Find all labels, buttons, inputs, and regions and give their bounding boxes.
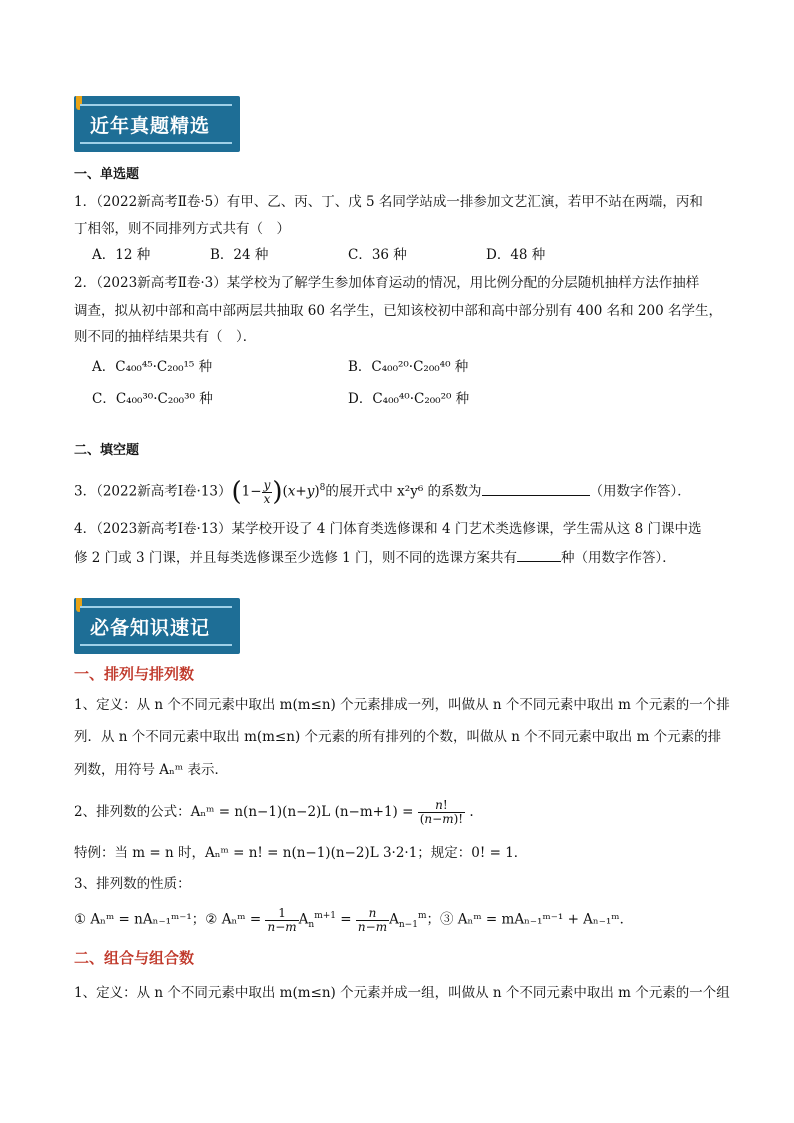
perm-def-line1: 1、定义：从 n 个不同元素中取出 m(m≤n) 个元素排成一列，叫做从 n 个不同元素中取出 m 个元素的一个排 [74, 697, 730, 713]
perm-def-line3: 列数，用符号 Aₙᵐ 表示． [74, 762, 228, 778]
q1-option-d: D．48 种 [486, 247, 546, 263]
banner-knowledge [74, 598, 240, 654]
q2-option-b: B．C₄₀₀²⁰·C₂₀₀⁴⁰ 种 [348, 359, 469, 375]
formula-fraction: $\frac{n!}{(n-m)!}$ [419, 798, 464, 826]
property-2: ② Aₙᵐ = [205, 911, 262, 928]
banner-title: 必备知识速记 [90, 616, 211, 639]
q1-line1: 1．（2022新高考Ⅱ卷·5）有甲、乙、丙、丁、戊 5 名同学站成一排参加文艺汇演，若甲不站在两端，丙和 [74, 194, 703, 210]
q2-option-d: D．C₄₀₀⁴⁰·C₂₀₀²⁰ 种 [348, 391, 470, 407]
formula-label: 2、排列数的公式： [74, 804, 191, 820]
q4-line1: 4．（2023新高考Ⅰ卷·13）某学校开设了 4 门体育类选修课和 4 门艺术类选修课，学生需从这 8 门课中选 [74, 521, 702, 537]
property-1: ① Aₙᵐ = nAₙ₋₁ᵐ⁻¹； [74, 911, 206, 928]
perm-def-line2: 列．从 n 个不同元素中取出 m(m≤n) 个元素的所有排列的个数，叫做从 n 个不同元素中取出 m 个元素的排 [74, 729, 722, 745]
q4-answer-blank[interactable] [517, 547, 561, 562]
perm-special-case: 特例：当 m = n 时，Aₙᵐ = n! = n(n−1)(n−2)L 3·2·1；规定：0! = 1． [74, 845, 528, 861]
q4-line2-a: 修 2 门或 3 门课，并且每类选修课至少选修 1 门，则不同的选课方案共有 [74, 550, 518, 566]
formula-body: Aₙᵐ = n(n−1)(n−2)L (n−m+1) = [190, 804, 414, 820]
q2-line1: 2．（2023新高考Ⅱ卷·3）某学校为了解学生参加体育运动的情况，用比例分配的分层随机抽样方法作抽样 [74, 275, 700, 291]
q3-prefix: 3．（2022新高考Ⅰ卷·13） [74, 483, 232, 500]
q1-option-b: B．24 种 [210, 247, 269, 263]
property-3: ；③ Aₙᵐ = mAₙ₋₁ᵐ⁻¹ + Aₙ₋₁ᵐ． [426, 911, 634, 928]
perm-properties: ① Aₙᵐ = nAₙ₋₁ᵐ⁻¹；② Aₙᵐ = $\frac{1}{n-m}$ $A_n^{m+1}$ = $\frac{n}{n-m}$ $A_{n-1}^m$；③ Aₙᵐ = mAₙ₋₁ᵐ⁻¹ + Aₙ₋₁ᵐ． [74, 905, 634, 934]
banner-recent-exams [74, 96, 240, 152]
perm-property-label: 3、排列数的性质： [74, 876, 191, 892]
q4-line2 [74, 547, 676, 568]
q3-tail: （用数字作答）． [589, 483, 691, 500]
heading-fill-blank: 二、填空题 [74, 443, 140, 458]
banner-title: 近年真题精选 [90, 114, 211, 137]
q1-option-c: C．36 种 [348, 247, 407, 263]
q3-line: 3．（2022新高考Ⅰ卷·13）(1− $\frac{y}{x}$ )$(x+y)^8$的展开式中 x²y⁶ 的系数为 （用数字作答）． [74, 477, 691, 507]
perm-formula: 2、排列数的公式：Aₙᵐ = n(n−1)(n−2)L (n−m+1) = $\frac{n!}{(n-m)!}$ . [74, 798, 474, 826]
q1-line2: 丁相邻，则不同排列方式共有（ ） [74, 221, 290, 237]
comb-def-line1: 1、定义：从 n 个不同元素中取出 m(m≤n) 个元素并成一组，叫做从 n 个不同元素中取出 m 个元素的一个组 [74, 985, 730, 1001]
q3-answer-blank[interactable] [482, 481, 590, 496]
q4-line2-b: 种（用数字作答）． [561, 550, 676, 566]
q2-option-a: A．C₄₀₀⁴⁵·C₂₀₀¹⁵ 种 [92, 359, 213, 375]
heading-single-choice: 一、单选题 [74, 167, 140, 182]
heading-permutation: 一、排列与排列数 [74, 665, 195, 683]
q2-line2: 调查，拟从初中部和高中部两层共抽取 60 名学生，已知该校初中部和高中部分别有 400 名和 200 名学生， [74, 303, 722, 319]
q2-line3: 则不同的抽样结果共有（ ）． [74, 329, 257, 345]
q3-suffix: 的展开式中 x²y⁶ 的系数为 [325, 483, 482, 500]
heading-combination: 二、组合与组合数 [74, 949, 195, 967]
q2-option-c: C．C₄₀₀³⁰·C₂₀₀³⁰ 种 [92, 391, 213, 407]
q3-fraction: $\frac{y}{x}$ [263, 477, 271, 506]
q1-option-a: A．12 种 [92, 247, 151, 263]
